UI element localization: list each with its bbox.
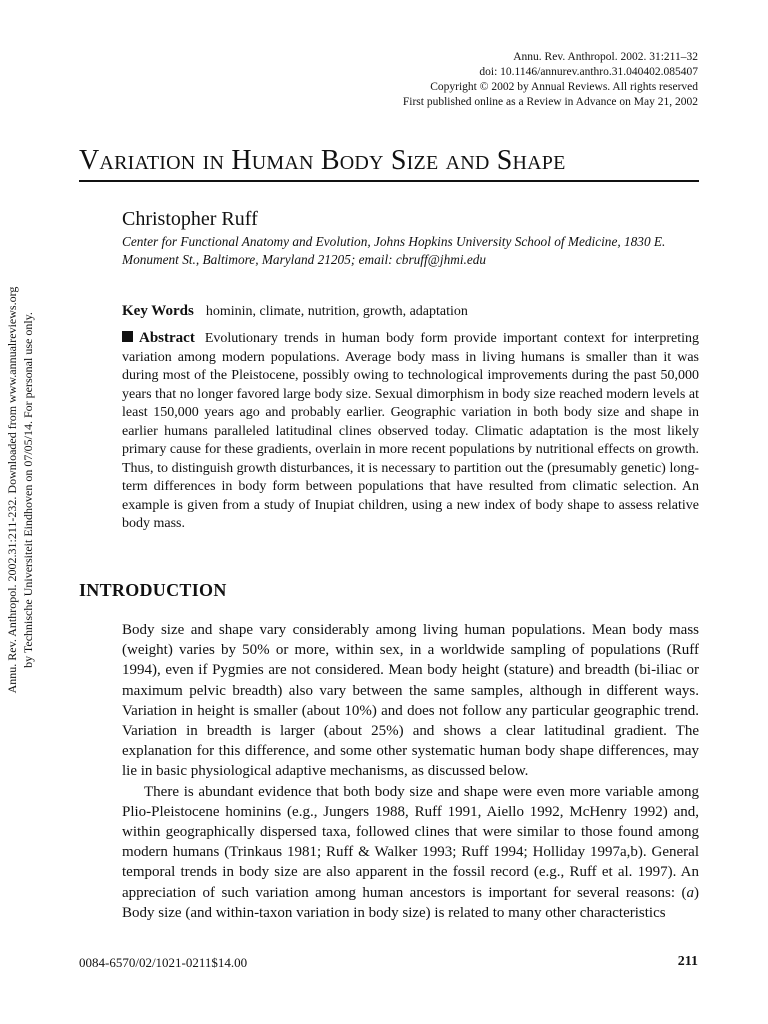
paragraph-enumeration: a xyxy=(686,884,694,901)
article-title: Variation in Human Body Size and Shape xyxy=(79,145,566,176)
doi[interactable]: doi: 10.1146/annurev.anthro.31.040402.085407 xyxy=(479,66,698,78)
abstract xyxy=(122,329,699,534)
keywords-label: Key Words xyxy=(122,303,194,319)
publication-date: First published online as a Review in Advance on May 21, 2002 xyxy=(402,96,698,108)
page-number: 211 xyxy=(677,954,698,969)
paragraph-text-start: There is abundant evidence that both body size and shape were even more variable among Plio-Pleistocene hominins (e.g., Jungers 1988, Ruff 1991, Aiello 1992, McHenry 1992) and, within geographically dispersed taxa, followed clines that were similar to those found among modern humans (Trinkaus 1981; Ruff & Walker 1993; Ruff 1994; Holliday 1997a,b). General temporal trends in body size are also apparent in the fossil record (e.g., Ruff et al. 1997). An appreciation of such variation among human ancestors is important for several reasons: ( xyxy=(122,783,699,901)
footer-issn-code: 0084-6570/02/1021-0211$14.00 xyxy=(79,955,248,970)
introduction-body xyxy=(122,620,699,923)
paragraph xyxy=(122,782,699,923)
journal-citation: Annu. Rev. Anthropol. 2002. 31:211–32 xyxy=(513,51,698,63)
section-heading-introduction: INTRODUCTION xyxy=(79,580,227,600)
copyright-notice: Copyright © 2002 by Annual Reviews. All rights reserved xyxy=(430,81,698,93)
download-watermark xyxy=(4,280,36,700)
abstract-label: Abstract xyxy=(139,330,195,346)
author-name: Christopher Ruff xyxy=(122,208,258,230)
abstract-text: Evolutionary trends in human body form provide important context for interpreting variation among modern populations. Average body mass in living humans is smaller than it was during most of the Pleistocene, possibly owing to technological improvements during the past 50,000 years that no longer favored large body size. Sexual dimorphism in body size reached modern levels at least 150,000 years ago and probably earlier. Geographic variation in both body size and shape in earlier humans paralleled latitudinal clines observed today. Climatic adaptation is the most likely primary cause for these gradients, overlain in more recent populations by nutritional effects on growth. Thus, to distinguish growth disturbances, it is necessary to partition out the (presumably genetic) long-term differences in body form between populations that have resulted from climatic selection. An example is given from a study of Inupiat children, using a new index of body shape to assess relative body mass. xyxy=(122,331,699,531)
author-affiliation: Center for Functional Anatomy and Evolution, Johns Hopkins University School of Medicine, 1830 E. Monument St., Baltimore, Maryland 21205; email: cbruff@jhmi.edu xyxy=(122,234,666,267)
watermark-line-1: Annu. Rev. Anthropol. 2002.31:211-232. Downloaded from www.annualreviews.org xyxy=(5,286,19,694)
keywords-list: hominin, climate, nutrition, growth, adaptation xyxy=(205,304,468,319)
watermark-line-2: by Technische Universiteit Eindhoven on 07/05/14. For personal use only. xyxy=(21,312,35,668)
journal-header xyxy=(278,50,698,110)
paragraph-text-end: ) Body size (and within-taxon variation in body size) is related to many other characteristics xyxy=(122,884,699,921)
paragraph: Body size and shape vary considerably among living human populations. Mean body mass (weight) varies by 50% or more, within sex, in a worldwide sampling of populations (Ruff 1994), even if Pygmies are not considered. Mean body height (stature) and breadth (bi-iliac or maximum pelvic breadth) also vary between the same samples, although in different ways. Variation in height is smaller (about 10%) and does not follow any particular geographic trend. Variation in breadth is larger (about 25%) and shows a clear latitudinal gradient. The explanation for this difference, and some other systematic human body shape differences, may lie in basic physiological adaptive mechanisms, as discussed below. xyxy=(122,622,699,780)
keywords xyxy=(122,302,468,321)
abstract-square-icon xyxy=(122,331,133,342)
title-divider xyxy=(79,180,699,182)
